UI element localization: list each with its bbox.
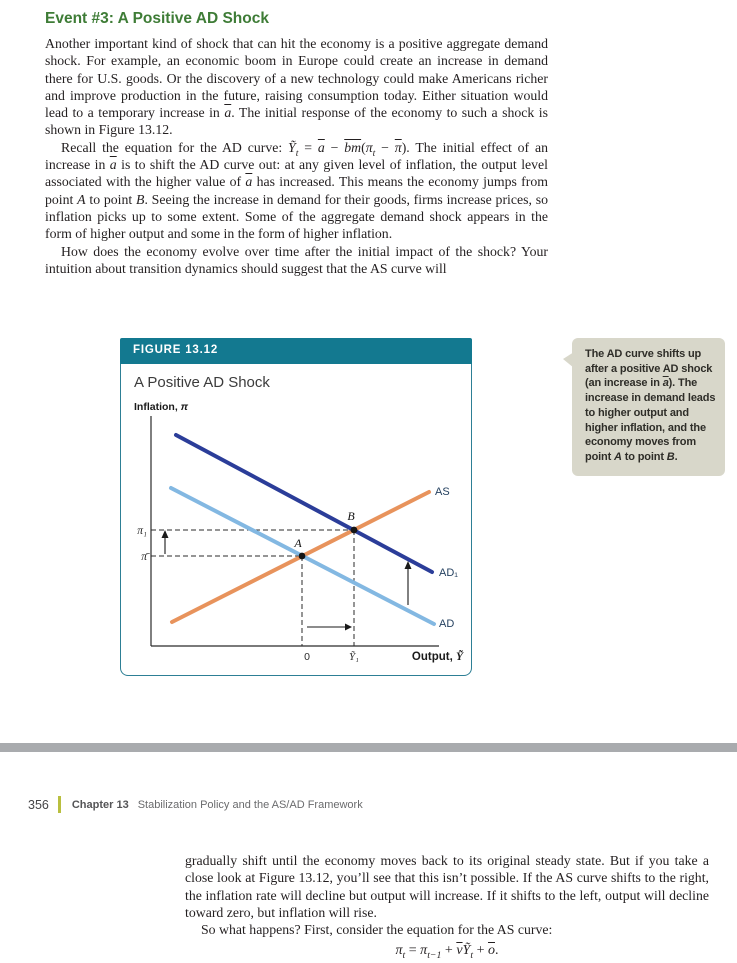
- page-divider-bar: [0, 743, 737, 752]
- point-a-dot: [299, 553, 306, 560]
- section-heading: Event #3: A Positive AD Shock: [45, 10, 269, 27]
- figure-13-12: [120, 338, 472, 676]
- y-tick-pi1: π₁: [137, 525, 147, 537]
- chapter-label: Chapter 13: [71, 798, 129, 811]
- x-tick-y1: Ỹ₁: [349, 651, 359, 663]
- as-ad-chart: [121, 408, 473, 666]
- footer-rule: [58, 796, 61, 813]
- y-tick-pibar: π̄: [141, 551, 147, 563]
- page-footer: [28, 796, 363, 813]
- x-tick-zero: 0: [304, 651, 310, 663]
- ad-curve-label: AD: [439, 618, 455, 630]
- figure-title: A Positive AD Shock: [134, 374, 270, 391]
- y-axis-label: Inflation, π: [134, 401, 189, 413]
- point-a-label: A: [294, 536, 302, 550]
- x-axis-label: Output, Ỹ: [411, 651, 463, 663]
- paragraph-3: How does the economy evolve over time after the initial impact of the shock? Your intuition about transition dynamics should suggest that the AS curve will: [45, 243, 548, 276]
- output-rise-arrowhead: [345, 624, 352, 631]
- bottom-paragraph: gradually shift until the economy moves back to its original steady state. But if you take a close look at Figure 13.12, you’ll see that this isn’t possible. If the AS curve shifts to the right, the inflation rate will decline but output will increase. If it shifts to the left, output will decline toward zero, but inflation will rise.: [185, 853, 709, 920]
- chapter-title: Stabilization Policy and the AS/AD Framework: [137, 798, 363, 811]
- figure-body: [120, 364, 472, 676]
- paragraph-2: Recall the equation for the AD curve: Ỹ$_t$ = $\overline{a} - \overline{bm}(\pi_t - \overline{\pi})$. The initial effect of an increase in $\overline{a}$ is to shift the AD curve out: at any given level of inflation, the output level associated with the higher value of $\overline{a}$ has increased. This means the economy jumps from point A to point B. Seeing the increase in demand for their goods, firms increase prices, so inflation picks up to some extent. Some of the aggregate demand shock appears in the form of higher output and some in the form of higher inflation.: [45, 139, 549, 242]
- as-curve-equation: $\pi_t = \pi_{t-1}$ + $\overline{v}Ỹ_t + \overline{o}$.: [395, 943, 499, 962]
- bottom-text-column: [185, 852, 709, 962]
- main-text-column: [45, 10, 548, 277]
- ad1-curve: [176, 435, 432, 572]
- figure-number-band: FIGURE 13.12: [120, 338, 472, 364]
- point-b-label: B: [347, 509, 355, 523]
- bottom-lead-in: So what happens? First, consider the equation for the AS curve:: [201, 922, 553, 938]
- margin-note-text: The AD curve shifts up after a positive AD shock (an increase in $\overline{a}$). The increase in demand leads to higher output and higher inflation, and the economy moves from point A to point B.: [585, 348, 716, 463]
- margin-note: [572, 338, 725, 476]
- paragraph-1: Another important kind of shock that can hit the economy is a positive aggregate demand shock. For example, an economic boom in Europe could create an increase in demand there for U.S. goods. Or the discovery of a new technology could make Americans richer and improve production in the future, raising consumption today. Either situation would lead to a temporary increase in $\overline{a}$. The initial response of the economy to such a shock is shown in Figure 13.12.: [45, 36, 549, 138]
- point-b-dot: [351, 527, 358, 534]
- inflation-rise-arrowhead: [162, 530, 169, 538]
- page-number: 356: [28, 797, 49, 812]
- ad1-curve-label: AD₁: [439, 567, 458, 579]
- as-curve-label: AS: [435, 486, 450, 498]
- margin-note-pointer: [563, 352, 574, 368]
